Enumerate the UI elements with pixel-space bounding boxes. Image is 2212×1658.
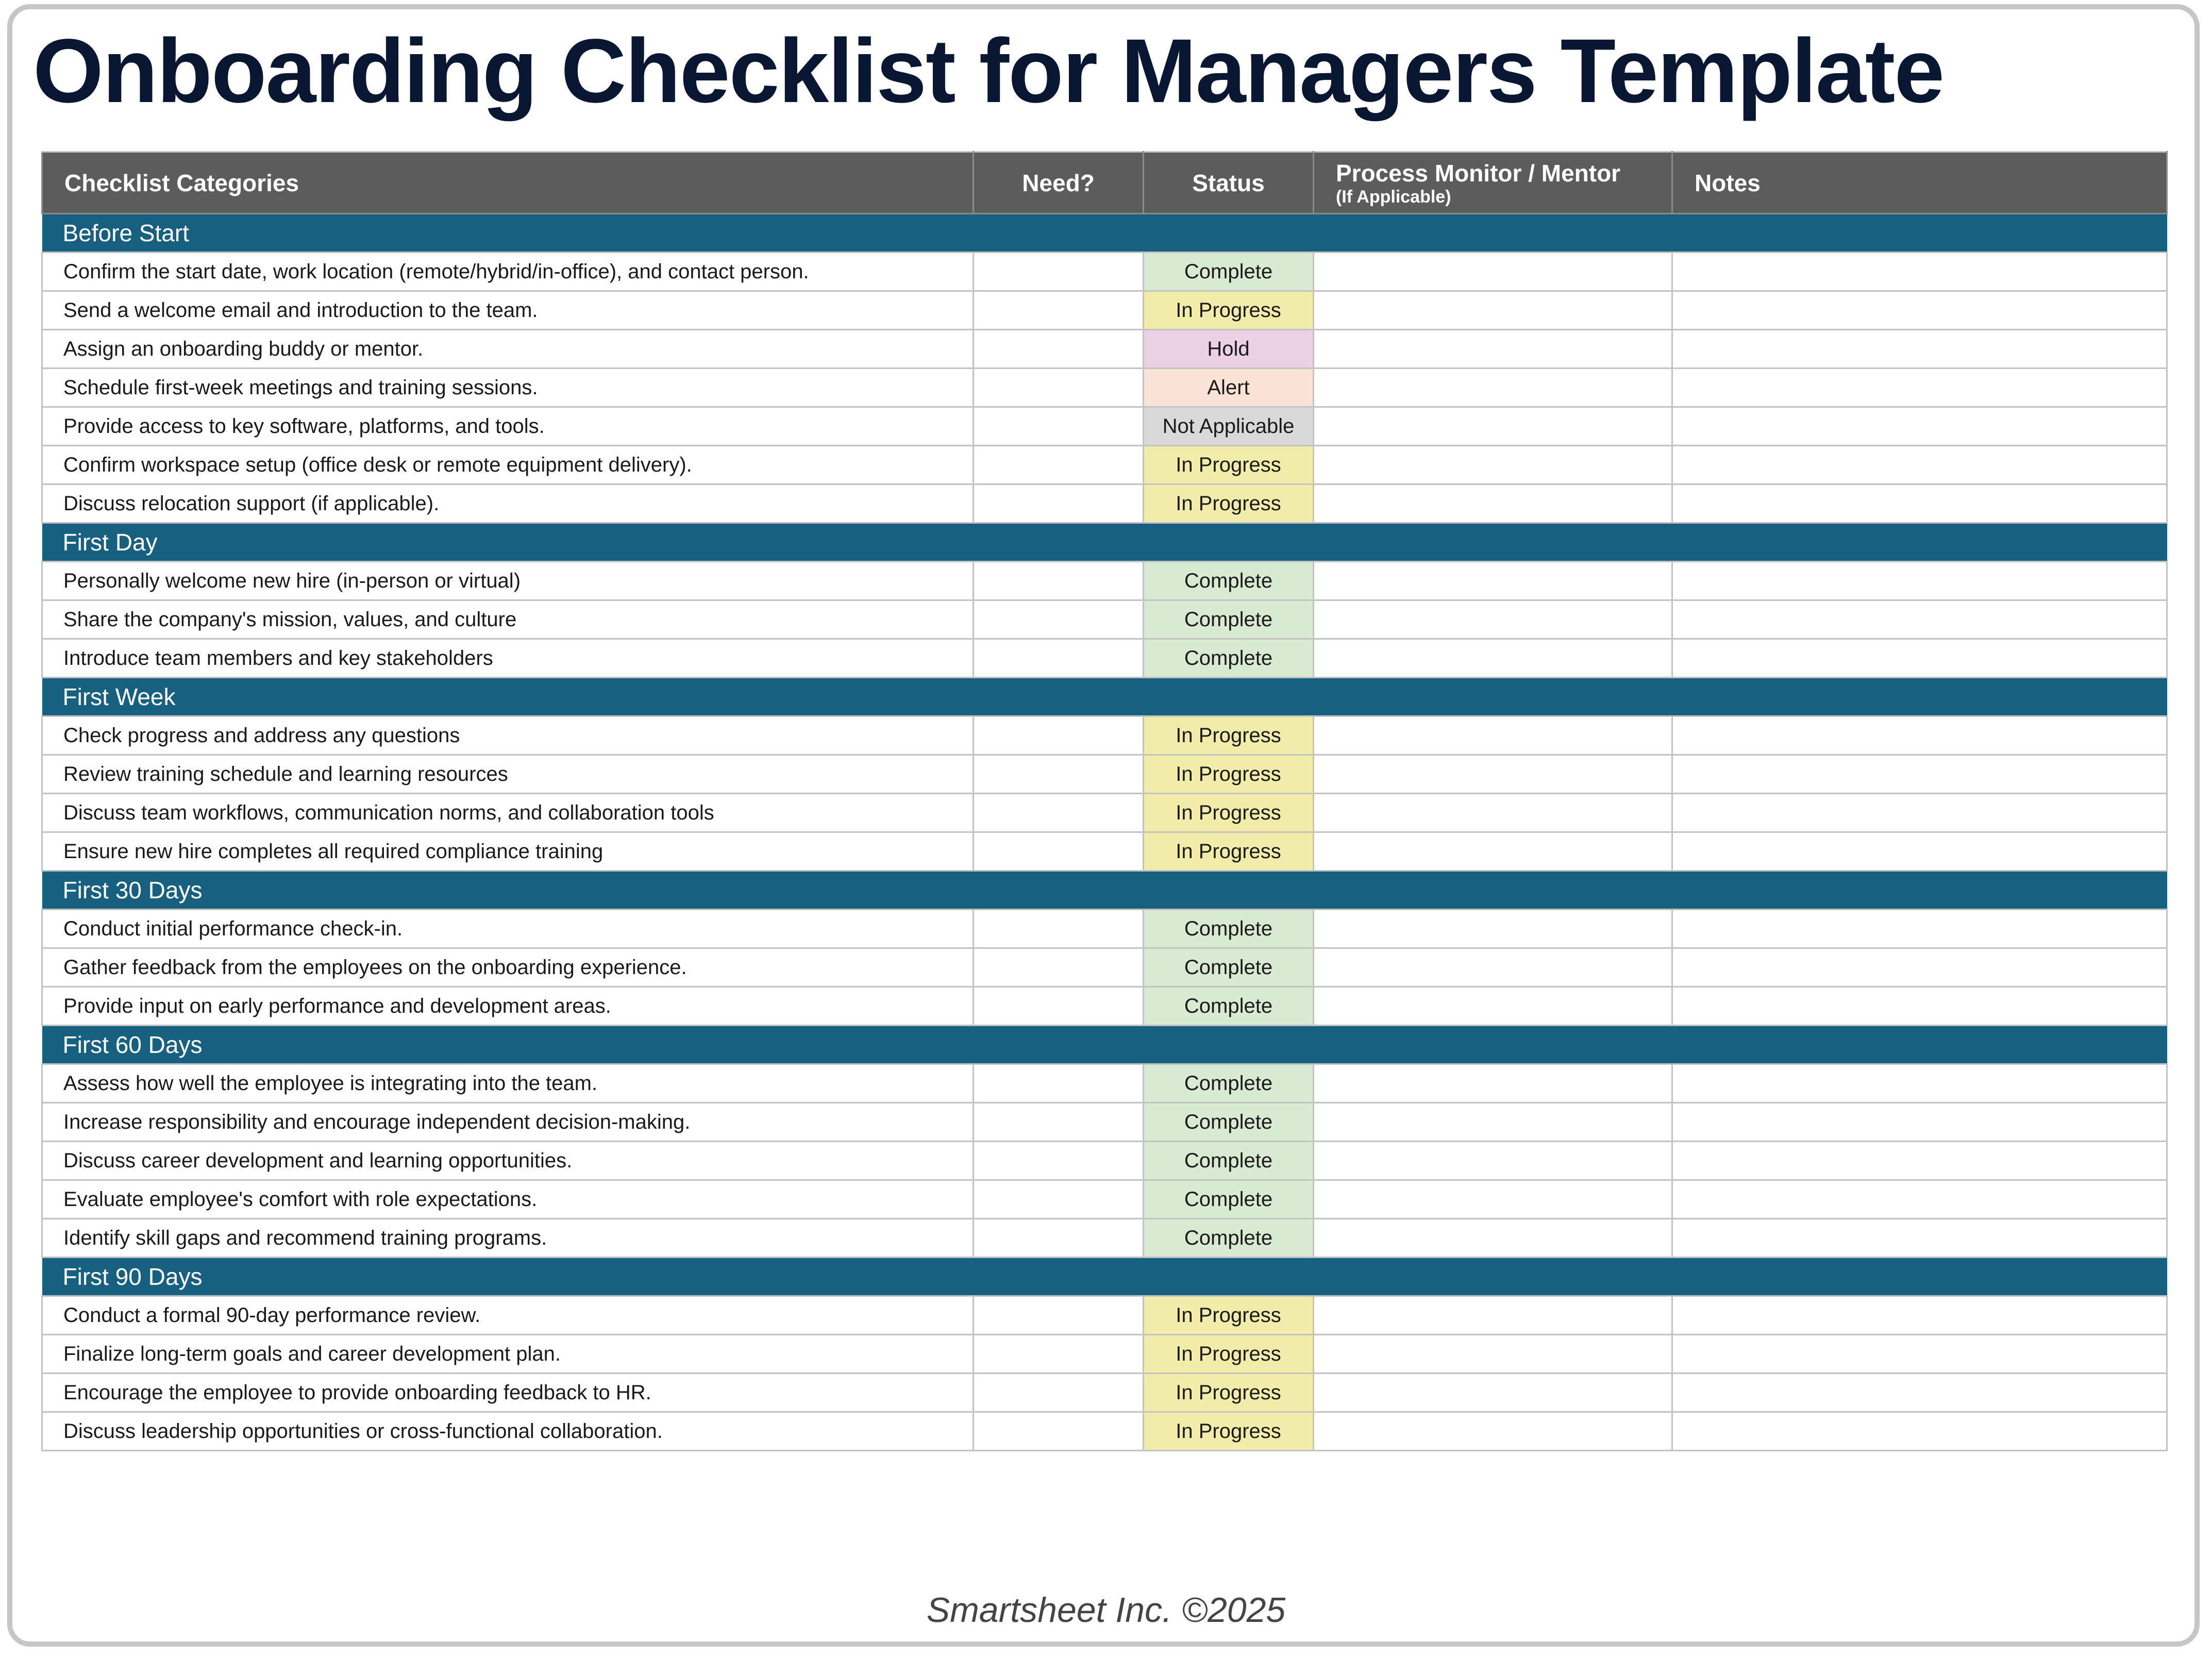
table-header-row <box>42 152 2167 214</box>
task-cell[interactable]: Conduct a formal 90-day performance review. <box>42 1296 974 1335</box>
status-cell[interactable]: In Progress <box>1144 832 1314 871</box>
table-row <box>42 910 2167 948</box>
status-cell[interactable]: In Progress <box>1144 1296 1314 1335</box>
status-cell[interactable]: Complete <box>1144 948 1314 987</box>
notes-cell[interactable] <box>1672 600 2167 639</box>
task-cell[interactable]: Personally welcome new hire (in-person or virtual) <box>42 562 974 600</box>
task-cell[interactable]: Schedule first-week meetings and training sessions. <box>42 369 974 407</box>
need-cell[interactable] <box>974 1180 1144 1219</box>
table-row <box>42 1142 2167 1180</box>
need-cell[interactable] <box>974 446 1144 484</box>
task-cell[interactable]: Check progress and address any questions <box>42 716 974 755</box>
column-header-category[interactable]: Checklist Categories <box>42 152 974 214</box>
table-row <box>42 987 2167 1026</box>
checklist-table <box>41 151 2168 1451</box>
notes-cell[interactable] <box>1672 1219 2167 1258</box>
table-row <box>42 832 2167 871</box>
status-cell[interactable]: In Progress <box>1144 755 1314 794</box>
status-cell[interactable]: In Progress <box>1144 1374 1314 1412</box>
status-cell[interactable]: Complete <box>1144 987 1314 1026</box>
table-row <box>42 330 2167 369</box>
monitor-cell[interactable] <box>1314 1064 1672 1103</box>
page-title: Onboarding Checklist for Managers Template <box>33 21 1944 122</box>
notes-cell[interactable] <box>1672 1103 2167 1142</box>
monitor-cell[interactable] <box>1314 369 1672 407</box>
need-cell[interactable] <box>974 407 1144 446</box>
task-cell[interactable]: Discuss team workflows, communication norms, and collaboration tools <box>42 794 974 832</box>
task-cell[interactable]: Conduct initial performance check-in. <box>42 910 974 948</box>
notes-cell[interactable] <box>1672 484 2167 523</box>
table-row <box>42 407 2167 446</box>
monitor-cell[interactable] <box>1314 794 1672 832</box>
table-row <box>42 1335 2167 1374</box>
task-cell[interactable]: Finalize long-term goals and career development plan. <box>42 1335 974 1374</box>
table-row <box>42 1219 2167 1258</box>
status-cell[interactable]: Complete <box>1144 1103 1314 1142</box>
monitor-cell[interactable] <box>1314 1374 1672 1412</box>
need-cell[interactable] <box>974 1142 1144 1180</box>
need-cell[interactable] <box>974 987 1144 1026</box>
task-cell[interactable]: Discuss career development and learning opportunities. <box>42 1142 974 1180</box>
monitor-cell[interactable] <box>1314 600 1672 639</box>
table-row <box>42 639 2167 678</box>
monitor-cell[interactable] <box>1314 1219 1672 1258</box>
status-cell[interactable]: Not Applicable <box>1144 407 1314 446</box>
notes-cell[interactable] <box>1672 291 2167 330</box>
notes-cell[interactable] <box>1672 987 2167 1026</box>
monitor-cell[interactable] <box>1314 291 1672 330</box>
need-cell[interactable] <box>974 562 1144 600</box>
notes-cell[interactable] <box>1672 1412 2167 1451</box>
table-row <box>42 446 2167 484</box>
group-row <box>42 1026 2167 1064</box>
need-cell[interactable] <box>974 291 1144 330</box>
group-row <box>42 214 2167 253</box>
need-cell[interactable] <box>974 639 1144 678</box>
group-row <box>42 678 2167 716</box>
table-row <box>42 1374 2167 1412</box>
monitor-cell[interactable] <box>1314 253 1672 291</box>
table-row <box>42 1103 2167 1142</box>
notes-cell[interactable] <box>1672 562 2167 600</box>
monitor-cell[interactable] <box>1314 716 1672 755</box>
notes-cell[interactable] <box>1672 1374 2167 1412</box>
monitor-cell[interactable] <box>1314 1335 1672 1374</box>
group-title[interactable]: First Day <box>42 523 2167 562</box>
need-cell[interactable] <box>974 948 1144 987</box>
monitor-cell[interactable] <box>1314 1142 1672 1180</box>
table-row <box>42 369 2167 407</box>
status-cell[interactable]: In Progress <box>1144 1412 1314 1451</box>
need-cell[interactable] <box>974 832 1144 871</box>
task-cell[interactable]: Identify skill gaps and recommend training programs. <box>42 1219 974 1258</box>
task-cell[interactable]: Encourage the employee to provide onboarding feedback to HR. <box>42 1374 974 1412</box>
monitor-cell[interactable] <box>1314 484 1672 523</box>
monitor-cell[interactable] <box>1314 1180 1672 1219</box>
table-row <box>42 600 2167 639</box>
column-header-status[interactable]: Status <box>1144 152 1314 214</box>
task-cell[interactable]: Send a welcome email and introduction to the team. <box>42 291 974 330</box>
notes-cell[interactable] <box>1672 330 2167 369</box>
status-cell[interactable]: Complete <box>1144 1180 1314 1219</box>
status-cell[interactable]: In Progress <box>1144 291 1314 330</box>
task-cell[interactable]: Provide access to key software, platforms, and tools. <box>42 407 974 446</box>
column-header-monitor[interactable] <box>1314 152 1672 214</box>
status-cell[interactable]: Complete <box>1144 910 1314 948</box>
task-cell[interactable]: Share the company's mission, values, and culture <box>42 600 974 639</box>
group-title[interactable]: First Week <box>42 678 2167 716</box>
notes-cell[interactable] <box>1672 369 2167 407</box>
group-row <box>42 1258 2167 1296</box>
monitor-cell[interactable] <box>1314 1296 1672 1335</box>
group-title[interactable]: First 30 Days <box>42 871 2167 910</box>
notes-cell[interactable] <box>1672 1064 2167 1103</box>
task-cell[interactable]: Discuss relocation support (if applicable). <box>42 484 974 523</box>
notes-cell[interactable] <box>1672 253 2167 291</box>
need-cell[interactable] <box>974 330 1144 369</box>
column-header-monitor-sublabel: (If Applicable) <box>1336 187 1451 207</box>
status-cell[interactable]: Complete <box>1144 1142 1314 1180</box>
monitor-cell[interactable] <box>1314 910 1672 948</box>
monitor-cell[interactable] <box>1314 1412 1672 1451</box>
table-body <box>42 214 2167 1451</box>
need-cell[interactable] <box>974 1412 1144 1451</box>
notes-cell[interactable] <box>1672 832 2167 871</box>
need-cell[interactable] <box>974 1296 1144 1335</box>
task-cell[interactable]: Assess how well the employee is integrating into the team. <box>42 1064 974 1103</box>
group-title[interactable]: First 60 Days <box>42 1026 2167 1064</box>
notes-cell[interactable] <box>1672 407 2167 446</box>
status-cell[interactable]: Complete <box>1144 253 1314 291</box>
monitor-cell[interactable] <box>1314 987 1672 1026</box>
column-header-need[interactable]: Need? <box>974 152 1144 214</box>
task-cell[interactable]: Confirm the start date, work location (remote/hybrid/in-office), and contact person. <box>42 253 974 291</box>
need-cell[interactable] <box>974 1103 1144 1142</box>
task-cell[interactable]: Provide input on early performance and development areas. <box>42 987 974 1026</box>
notes-cell[interactable] <box>1672 948 2167 987</box>
monitor-cell[interactable] <box>1314 948 1672 987</box>
monitor-cell[interactable] <box>1314 832 1672 871</box>
table-row <box>42 1180 2167 1219</box>
notes-cell[interactable] <box>1672 1142 2167 1180</box>
notes-cell[interactable] <box>1672 755 2167 794</box>
task-cell[interactable]: Gather feedback from the employees on the onboarding experience. <box>42 948 974 987</box>
table-row <box>42 1064 2167 1103</box>
table-row <box>42 1412 2167 1451</box>
status-cell[interactable]: In Progress <box>1144 446 1314 484</box>
status-cell[interactable]: Hold <box>1144 330 1314 369</box>
status-cell[interactable]: Complete <box>1144 562 1314 600</box>
notes-cell[interactable] <box>1672 794 2167 832</box>
status-cell[interactable]: In Progress <box>1144 1335 1314 1374</box>
copyright-footer: Smartsheet Inc. ©2025 <box>926 1590 1286 1630</box>
task-cell[interactable]: Increase responsibility and encourage independent decision-making. <box>42 1103 974 1142</box>
group-row <box>42 871 2167 910</box>
monitor-cell[interactable] <box>1314 1103 1672 1142</box>
need-cell[interactable] <box>974 1335 1144 1374</box>
column-header-notes[interactable]: Notes <box>1672 152 2167 214</box>
status-cell[interactable]: In Progress <box>1144 716 1314 755</box>
table-row <box>42 716 2167 755</box>
column-header-monitor-label: Process Monitor / Mentor <box>1336 159 1621 187</box>
status-cell[interactable]: Alert <box>1144 369 1314 407</box>
status-cell[interactable]: In Progress <box>1144 794 1314 832</box>
need-cell[interactable] <box>974 1219 1144 1258</box>
notes-cell[interactable] <box>1672 1296 2167 1335</box>
monitor-cell[interactable] <box>1314 446 1672 484</box>
table-row <box>42 562 2167 600</box>
group-row <box>42 523 2167 562</box>
table-row <box>42 291 2167 330</box>
task-cell[interactable]: Discuss leadership opportunities or cross-functional collaboration. <box>42 1412 974 1451</box>
need-cell[interactable] <box>974 794 1144 832</box>
notes-cell[interactable] <box>1672 910 2167 948</box>
table-row <box>42 948 2167 987</box>
status-cell[interactable]: Complete <box>1144 600 1314 639</box>
task-cell[interactable]: Confirm workspace setup (office desk or remote equipment delivery). <box>42 446 974 484</box>
need-cell[interactable] <box>974 1374 1144 1412</box>
monitor-cell[interactable] <box>1314 330 1672 369</box>
need-cell[interactable] <box>974 755 1144 794</box>
need-cell[interactable] <box>974 253 1144 291</box>
need-cell[interactable] <box>974 910 1144 948</box>
status-cell[interactable]: Complete <box>1144 639 1314 678</box>
table-row <box>42 755 2167 794</box>
monitor-cell[interactable] <box>1314 562 1672 600</box>
need-cell[interactable] <box>974 600 1144 639</box>
monitor-cell[interactable] <box>1314 407 1672 446</box>
monitor-cell[interactable] <box>1314 755 1672 794</box>
notes-cell[interactable] <box>1672 1180 2167 1219</box>
task-cell[interactable]: Ensure new hire completes all required compliance training <box>42 832 974 871</box>
need-cell[interactable] <box>974 484 1144 523</box>
notes-cell[interactable] <box>1672 639 2167 678</box>
group-title[interactable]: First 90 Days <box>42 1258 2167 1296</box>
table-row <box>42 1296 2167 1335</box>
notes-cell[interactable] <box>1672 1335 2167 1374</box>
status-cell[interactable]: In Progress <box>1144 484 1314 523</box>
notes-cell[interactable] <box>1672 716 2167 755</box>
task-cell[interactable]: Evaluate employee's comfort with role expectations. <box>42 1180 974 1219</box>
status-cell[interactable]: Complete <box>1144 1064 1314 1103</box>
need-cell[interactable] <box>974 369 1144 407</box>
task-cell[interactable]: Review training schedule and learning resources <box>42 755 974 794</box>
table-row <box>42 794 2167 832</box>
need-cell[interactable] <box>974 1064 1144 1103</box>
need-cell[interactable] <box>974 716 1144 755</box>
task-cell[interactable]: Introduce team members and key stakeholders <box>42 639 974 678</box>
table-row <box>42 253 2167 291</box>
group-title[interactable]: Before Start <box>42 214 2167 253</box>
table-row <box>42 484 2167 523</box>
status-cell[interactable]: Complete <box>1144 1219 1314 1258</box>
monitor-cell[interactable] <box>1314 639 1672 678</box>
notes-cell[interactable] <box>1672 446 2167 484</box>
task-cell[interactable]: Assign an onboarding buddy or mentor. <box>42 330 974 369</box>
